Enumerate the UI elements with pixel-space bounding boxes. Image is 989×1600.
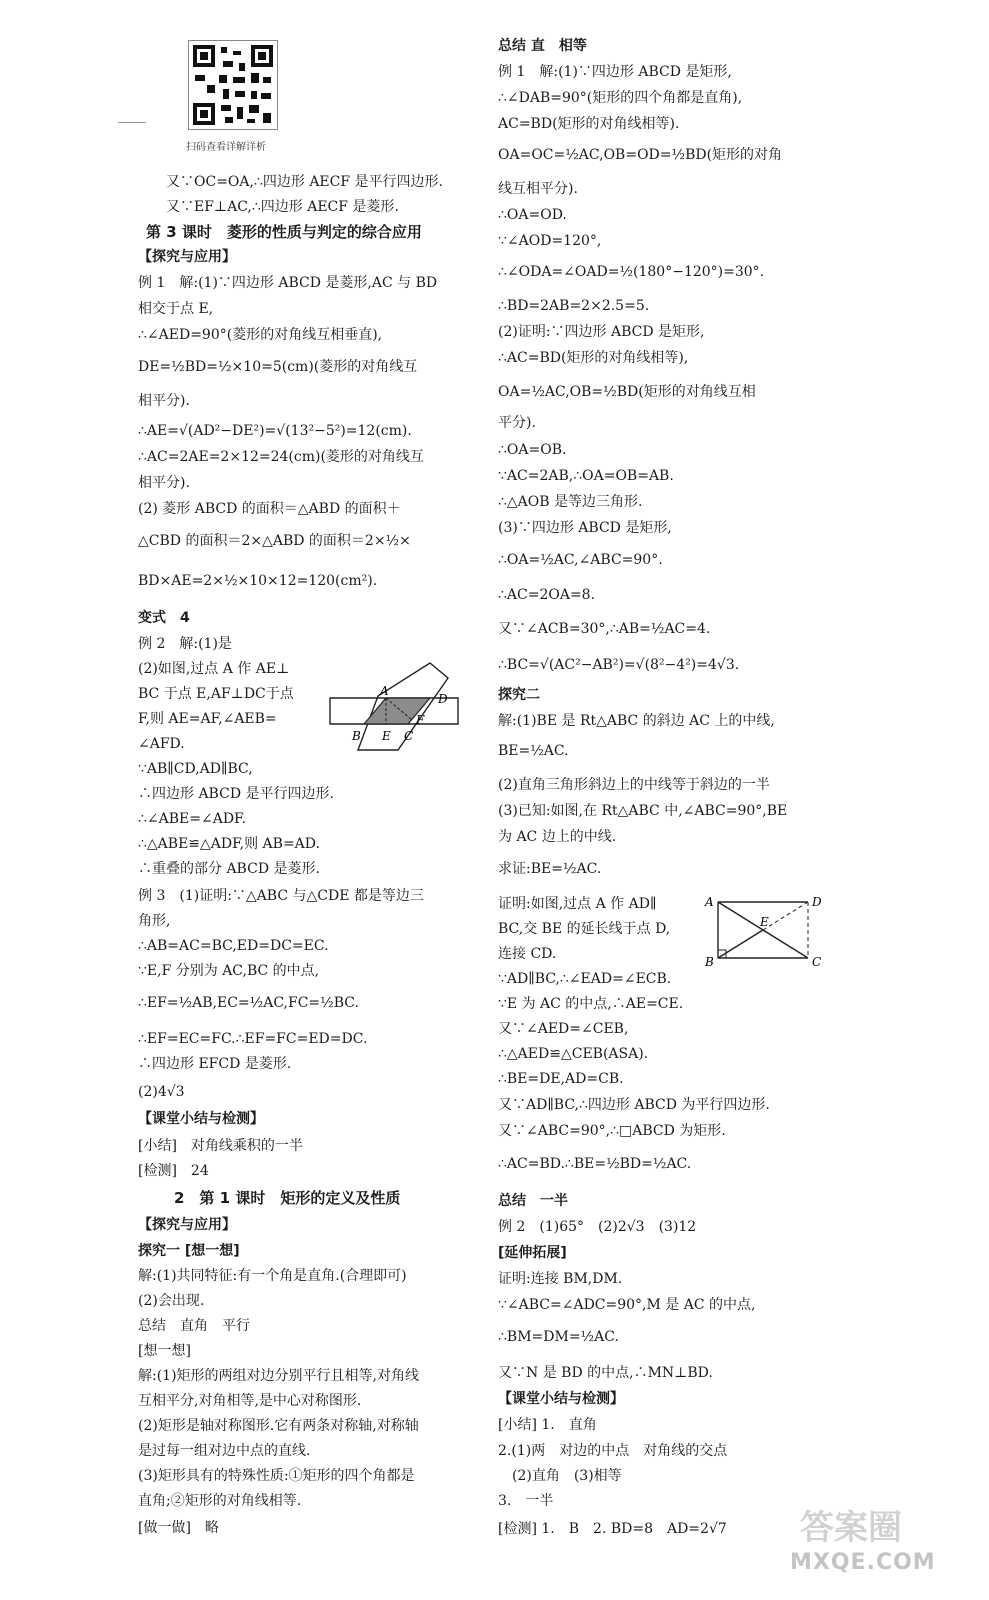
text-line: ∴重叠的部分 ABCD 是菱形. bbox=[138, 861, 320, 877]
text-line: 相平分). bbox=[138, 393, 190, 409]
text-line: ∴△ABE≌△ADF,则 AB=AD. bbox=[138, 836, 320, 852]
text-line: ∴OA=OB. bbox=[498, 442, 567, 458]
subsection-heading: [延伸拓展] bbox=[498, 1245, 567, 1261]
section-heading: 2 第 1 课时 矩形的定义及性质 bbox=[174, 1189, 401, 1207]
text-line: 相平分). bbox=[138, 475, 190, 491]
text-line: (3)已知:如图,在 Rt△ABC 中,∠ABC=90°,BE bbox=[498, 803, 788, 819]
text-line: (2)矩形是轴对称图形.它有两条对称轴,对称轴 bbox=[138, 1418, 419, 1434]
text-line: 连接 CD. bbox=[498, 946, 557, 962]
text-line: 又∵OC=OA,∴四边形 AECF 是平行四边形. bbox=[166, 174, 443, 190]
text-line: ∵AB∥CD,AD∥BC, bbox=[138, 761, 253, 777]
text-line: [做一做] 略 bbox=[138, 1520, 219, 1536]
subsection-heading: 【探究与应用】 bbox=[138, 249, 236, 265]
divider bbox=[118, 122, 146, 123]
text-line: ∴OA=½AC,∠ABC=90°. bbox=[498, 552, 663, 568]
text-line: 探究一 [想一想] bbox=[138, 1243, 240, 1259]
section-heading: 第 3 课时 菱形的性质与判定的综合应用 bbox=[146, 223, 422, 241]
point-label: E bbox=[382, 729, 391, 743]
text-line: 互相平分,对角相等,是中心对称图形. bbox=[138, 1393, 362, 1409]
text-line: F,则 AE=AF,∠AEB= bbox=[138, 711, 277, 727]
text-line: ∴四边形 EFCD 是菱形. bbox=[138, 1056, 292, 1072]
text-line: ∴OA=OD. bbox=[498, 207, 567, 223]
text-line: 例 2 (1)65° (2)2√3 (3)12 bbox=[498, 1219, 697, 1235]
text-line: ∴AC=BD.∴BE=½BD=½AC. bbox=[498, 1156, 692, 1172]
text-line: (2) 菱形 ABCD 的面积＝△ABD 的面积＋ bbox=[138, 501, 401, 517]
watermark-url: MXQE.COM bbox=[790, 1550, 936, 1575]
point-label: C bbox=[812, 955, 822, 969]
point-label: F bbox=[416, 713, 425, 727]
text-line: ∴四边形 ABCD 是平行四边形. bbox=[138, 786, 334, 802]
text-line: 变式 4 bbox=[138, 610, 190, 626]
subsection-heading: 探究二 bbox=[498, 687, 540, 703]
text-line: 又∵∠ABC=90°,∴□ABCD 为矩形. bbox=[498, 1123, 726, 1139]
text-line: AC=BD(矩形的对角线相等). bbox=[498, 116, 680, 132]
text-line: ∴∠DAB=90°(矩形的四个角都是直角), bbox=[498, 90, 743, 106]
text-line: (2)如图,过点 A 作 AE⊥ bbox=[138, 661, 290, 677]
text-line: [小结] 对角线乘积的一半 bbox=[138, 1138, 303, 1154]
text-line: ∠AFD. bbox=[138, 736, 185, 752]
text-line: 又∵AD∥BC,∴四边形 ABCD 为平行四边形. bbox=[498, 1097, 770, 1113]
text-line: 又∵N 是 BD 的中点,∴MN⊥BD. bbox=[498, 1365, 713, 1381]
subsection-heading: 【课堂小结与检测】 bbox=[138, 1111, 264, 1127]
text-line: 为 AC 边上的中线. bbox=[498, 829, 617, 845]
text-line: OA=½AC,OB=½BD(矩形的对角线互相 bbox=[498, 384, 756, 400]
text-line: (2)4√3 bbox=[138, 1084, 185, 1100]
text-line: 证明:如图,过点 A 作 AD∥ bbox=[498, 896, 657, 912]
text-line: ∴∠ABE=∠ADF. bbox=[138, 811, 247, 827]
text-line: (2)证明:∵四边形 ABCD 是矩形, bbox=[498, 324, 705, 340]
point-label: B bbox=[705, 955, 714, 969]
text-line: 解:(1)共同特征:有一个角是直角.(合理即可) bbox=[138, 1268, 407, 1284]
text-line: 解:(1)BE 是 Rt△ABC 的斜边 AC 上的中线, bbox=[498, 713, 775, 729]
text-line: 是过每一组对边中点的直线. bbox=[138, 1443, 311, 1459]
subsection-heading: 【探究与应用】 bbox=[138, 1217, 236, 1233]
text-line: ∵AC=2AB,∴OA=OB=AB. bbox=[498, 468, 674, 484]
text-line: 总结 直 相等 bbox=[498, 38, 587, 54]
text-line: ∴BM=DM=½AC. bbox=[498, 1329, 619, 1345]
text-line: 3. 一半 bbox=[498, 1493, 554, 1509]
text-line: 例 3 (1)证明:∵△ABC 与△CDE 都是等边三 bbox=[138, 888, 424, 904]
text-line: 又∵∠AED=∠CEB, bbox=[498, 1021, 629, 1037]
text-line: (2)会出现. bbox=[138, 1293, 205, 1309]
text-line: ∴BE=DE,AD=CB. bbox=[498, 1071, 624, 1087]
text-line: OA=OC=½AC,OB=OD=½BD(矩形的对角 bbox=[498, 147, 783, 163]
text-line: ∴△AOB 是等边三角形. bbox=[498, 494, 643, 510]
text-line: (3)∵四边形 ABCD 是矩形, bbox=[498, 520, 672, 536]
text-line: [检测] 1. B 2. BD=8 AD=2√7 bbox=[498, 1521, 727, 1537]
text-line: 总结 直角 平行 bbox=[138, 1318, 250, 1334]
text-line: 又∵EF⊥AC,∴四边形 AECF 是菱形. bbox=[166, 199, 399, 215]
point-label: C bbox=[404, 729, 414, 743]
text-line: ∴AC=2OA=8. bbox=[498, 587, 596, 603]
text-line: ∵∠ABC=∠ADC=90°,M 是 AC 的中点, bbox=[498, 1297, 756, 1313]
text-line: ∴BD=2AB=2×2.5=5. bbox=[498, 298, 650, 314]
text-line: 证明:连接 BM,DM. bbox=[498, 1271, 623, 1287]
text-line: DE=½BD=½×10=5(cm)(菱形的对角线互 bbox=[138, 359, 418, 375]
text-line: BC,交 BE 的延长线于点 D, bbox=[498, 921, 671, 937]
text-line: ∴AE=√(AD²−DE²)=√(13²−5²)=12(cm). bbox=[138, 423, 412, 439]
text-line: ∵E 为 AC 的中点,∴AE=CE. bbox=[498, 996, 684, 1012]
point-label: A bbox=[380, 684, 389, 698]
text-line: 又∵∠ACB=30°,∴AB=½AC=4. bbox=[498, 621, 711, 637]
text-line: 平分). bbox=[498, 415, 536, 431]
text-line: 求证:BE=½AC. bbox=[498, 861, 602, 877]
text-line: ∴∠AED=90°(菱形的对角线互相垂直), bbox=[138, 327, 383, 343]
point-label: A bbox=[705, 895, 714, 909]
text-line: [想一想] bbox=[138, 1343, 191, 1359]
text-line: (3)矩形具有的特殊性质:①矩形的四个角都是 bbox=[138, 1468, 415, 1484]
text-line: (2)直角 (3)相等 bbox=[498, 1468, 622, 1484]
qr-code bbox=[188, 40, 278, 130]
text-line: ∴AB=AC=BC,ED=DC=EC. bbox=[138, 938, 329, 954]
point-label: B bbox=[352, 729, 361, 743]
text-line: BE=½AC. bbox=[498, 743, 569, 759]
text-line: 总结 一半 bbox=[498, 1193, 568, 1209]
text-line: ∴BC=√(AC²−AB²)=√(8²−4²)=4√3. bbox=[498, 657, 740, 673]
text-line: 2.(1)两 对边的中点 对角线的交点 bbox=[498, 1443, 728, 1459]
text-line: 例 1 解:(1)∵四边形 ABCD 是菱形,AC 与 BD bbox=[138, 275, 438, 291]
text-line: 例 1 解:(1)∵四边形 ABCD 是矩形, bbox=[498, 64, 732, 80]
text-line: 相交于点 E, bbox=[138, 301, 214, 317]
point-label: D bbox=[812, 895, 822, 909]
text-line: △CBD 的面积＝2×△ABD 的面积＝2×½× bbox=[138, 533, 411, 549]
text-line: ∵E,F 分别为 AC,BC 的中点, bbox=[138, 963, 320, 979]
rhombus-strip-figure bbox=[318, 658, 466, 758]
text-line: ∴∠ODA=∠OAD=½(180°−120°)=30°. bbox=[498, 264, 765, 280]
qr-caption: 扫码查看详解详析 bbox=[186, 142, 266, 153]
text-line: 线互相平分). bbox=[498, 181, 578, 197]
text-line: ∴EF=EC=FC.∴EF=FC=ED=DC. bbox=[138, 1031, 368, 1047]
text-line: [小结] 1. 直角 bbox=[498, 1417, 597, 1433]
text-line: [检测] 24 bbox=[138, 1163, 209, 1179]
subsection-heading: 【课堂小结与检测】 bbox=[498, 1391, 624, 1407]
text-line: 直角;②矩形的对角线相等. bbox=[138, 1493, 302, 1509]
text-line: ∴EF=½AB,EC=½AC,FC=½BC. bbox=[138, 995, 359, 1011]
text-line: 例 2 解:(1)是 bbox=[138, 636, 232, 652]
watermark-logo: 答案圈 bbox=[800, 1508, 902, 1548]
text-line: BC 于点 E,AF⊥DC于点 bbox=[138, 686, 294, 702]
point-label: E bbox=[760, 915, 769, 929]
text-line: (2)直角三角形斜边上的中线等于斜边的一半 bbox=[498, 777, 770, 793]
text-line: ∴AC=2AE=2×12=24(cm)(菱形的对角线互 bbox=[138, 449, 424, 465]
text-line: 角形, bbox=[138, 913, 171, 929]
text-line: ∴△AED≌△CEB(ASA). bbox=[498, 1046, 649, 1062]
rectangle-median-figure bbox=[702, 892, 832, 972]
text-line: ∴AC=BD(矩形的对角线相等), bbox=[498, 350, 689, 366]
text-line: ∵AD∥BC,∴∠EAD=∠ECB. bbox=[498, 971, 672, 987]
point-label: D bbox=[438, 692, 448, 706]
text-line: BD×AE=2×½×10×12=120(cm²). bbox=[138, 573, 378, 589]
text-line: ∵∠AOD=120°, bbox=[498, 233, 602, 249]
text-line: 解:(1)矩形的两组对边分别平行且相等,对角线 bbox=[138, 1368, 419, 1384]
